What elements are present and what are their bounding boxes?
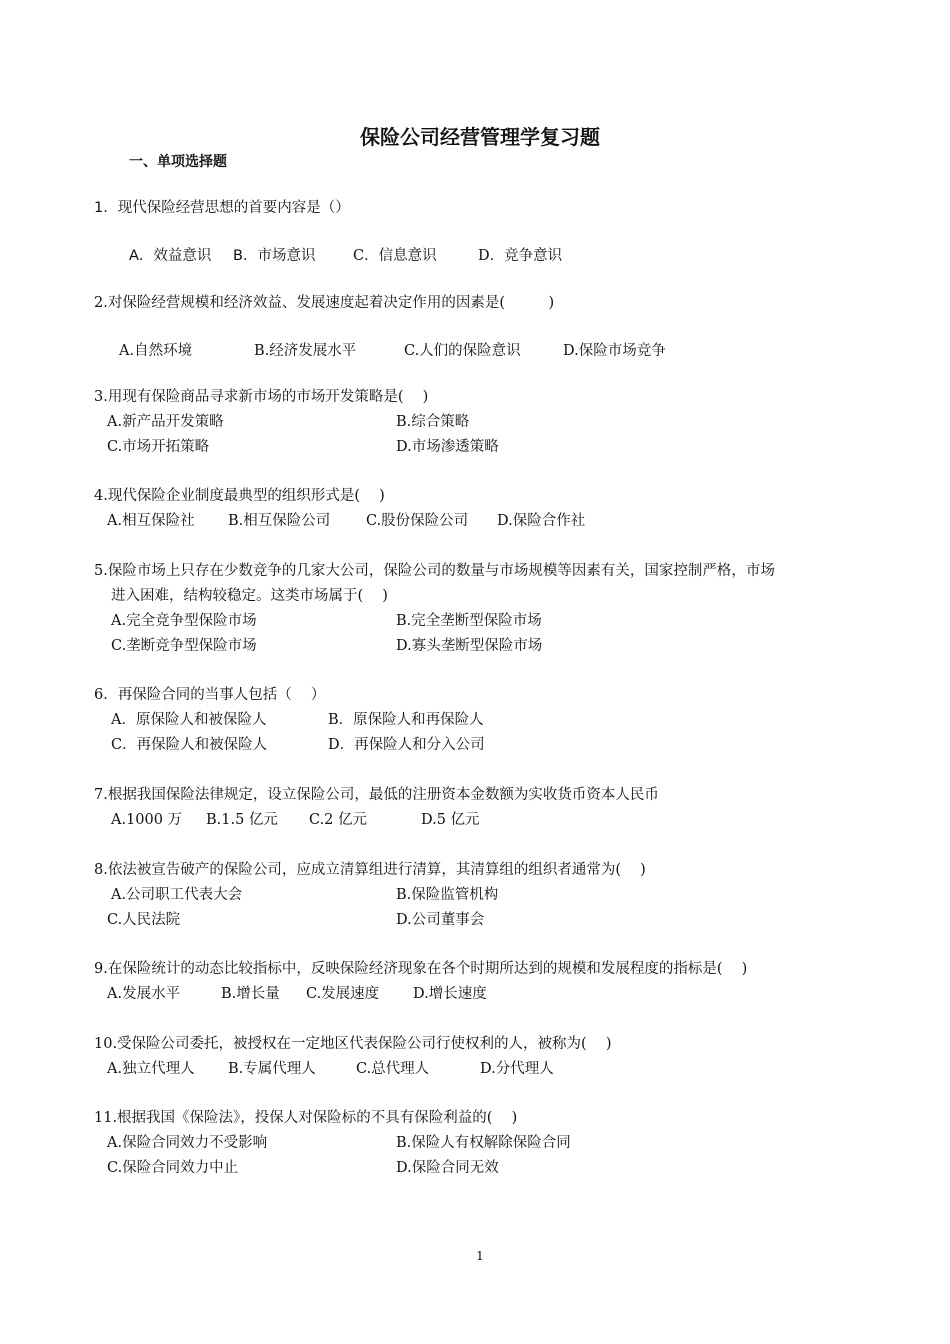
question-6-stem: 6．再保险合同的当事人包括（ ） bbox=[94, 687, 326, 703]
question-3-stem: 3.用现有保险商品寻求新市场的市场开发策略是( ) bbox=[94, 389, 429, 405]
question-6-option-a: A．原保险人和被保险人 bbox=[111, 712, 267, 728]
question-3-option-b: B.综合策略 bbox=[396, 414, 470, 430]
question-11-option-d: D.保险合同无效 bbox=[396, 1160, 499, 1176]
question-3-option-a: A.新产品开发策略 bbox=[107, 414, 224, 430]
question-5-stem-continued: 进入困难，结构较稳定。这类市场属于( ) bbox=[111, 588, 388, 604]
question-4-option-b: B.相互保险公司 bbox=[228, 513, 331, 529]
page-number: 1 bbox=[476, 1249, 484, 1263]
question-4-option-c: C.股份保险公司 bbox=[366, 513, 469, 529]
question-11-option-c: C.保险合同效力中止 bbox=[107, 1160, 239, 1176]
question-5-option-a: A.完全竞争型保险市场 bbox=[111, 613, 257, 629]
question-3-option-d: D.市场渗透策略 bbox=[396, 439, 499, 455]
question-8-stem: 8.依法被宣告破产的保险公司，应成立清算组进行清算，其清算组的组织者通常为( ) bbox=[94, 862, 646, 878]
question-7-option-d: D.5 亿元 bbox=[421, 812, 480, 828]
question-11-option-a: A.保险合同效力不受影响 bbox=[107, 1135, 268, 1151]
question-11-option-b: B.保险人有权解除保险合同 bbox=[396, 1135, 571, 1151]
question-10-option-d: D.分代理人 bbox=[480, 1061, 554, 1077]
question-6-option-b: B．原保险人和再保险人 bbox=[328, 712, 484, 728]
question-1-stem: 1．现代保险经营思想的首要内容是（） bbox=[94, 200, 350, 216]
question-1-option-a: A．效益意识 bbox=[129, 248, 212, 264]
question-9-option-a: A.发展水平 bbox=[107, 986, 181, 1002]
question-9-option-b: B.增长量 bbox=[221, 986, 280, 1002]
question-8-option-b: B.保险监管机构 bbox=[396, 887, 499, 903]
question-4-option-a: A.相互保险社 bbox=[107, 513, 195, 529]
question-2-option-d: D.保险市场竞争 bbox=[563, 343, 666, 359]
question-7-option-b: B.1.5 亿元 bbox=[206, 812, 278, 828]
question-11-stem: 11.根据我国《保险法》，投保人对保险标的不具有保险利益的( ) bbox=[94, 1110, 518, 1126]
question-8-option-d: D.公司董事会 bbox=[396, 912, 485, 928]
question-3-option-c: C.市场开拓策略 bbox=[107, 439, 210, 455]
question-5-stem: 5.保险市场上只存在少数竞争的几家大公司，保险公司的数量与市场规模等因素有关，国家控制严格，市场 bbox=[94, 563, 775, 579]
question-5-option-c: C.垄断竞争型保险市场 bbox=[111, 638, 257, 654]
question-1-option-b: B．市场意识 bbox=[233, 248, 316, 264]
question-10-option-a: A.独立代理人 bbox=[107, 1061, 195, 1077]
section-heading: 一、单项选择题 bbox=[129, 154, 227, 170]
question-6-option-c: C．再保险人和被保险人 bbox=[111, 737, 268, 753]
question-7-stem: 7.根据我国保险法律规定，设立保险公司，最低的注册资本金数额为实收货币资本人民币 bbox=[94, 787, 659, 803]
question-8-option-c: C.人民法院 bbox=[107, 912, 181, 928]
question-10-option-c: C.总代理人 bbox=[356, 1061, 430, 1077]
question-5-option-b: B.完全垄断型保险市场 bbox=[396, 613, 542, 629]
question-2-stem: 2.对保险经营规模和经济效益、发展速度起着决定作用的因素是( ) bbox=[94, 295, 555, 311]
question-9-option-c: C.发展速度 bbox=[306, 986, 380, 1002]
question-2-option-b: B.经济发展水平 bbox=[254, 343, 357, 359]
question-6-option-d: D．再保险人和分入公司 bbox=[328, 737, 485, 753]
question-4-option-d: D.保险合作社 bbox=[497, 513, 586, 529]
question-2-option-a: A.自然环境 bbox=[119, 343, 193, 359]
question-1-option-c: C．信息意识 bbox=[353, 248, 437, 264]
question-9-stem: 9.在保险统计的动态比较指标中，反映保险经济现象在各个时期所达到的规模和发展程度的指标是( ) bbox=[94, 961, 748, 977]
question-4-stem: 4.现代保险企业制度最典型的组织形式是( ) bbox=[94, 488, 385, 504]
document-title: 保险公司经营管理学复习题 bbox=[360, 125, 600, 149]
question-10-option-b: B.专属代理人 bbox=[228, 1061, 316, 1077]
question-7-option-a: A.1000 万 bbox=[111, 812, 183, 828]
question-10-stem: 10.受保险公司委托，被授权在一定地区代表保险公司行使权利的人，被称为( ) bbox=[94, 1036, 612, 1052]
question-8-option-a: A.公司职工代表大会 bbox=[111, 887, 243, 903]
question-5-option-d: D.寡头垄断型保险市场 bbox=[396, 638, 543, 654]
question-1-option-d: D．竞争意识 bbox=[478, 248, 563, 264]
question-2-option-c: C.人们的保险意识 bbox=[404, 343, 521, 359]
question-7-option-c: C.2 亿元 bbox=[309, 812, 368, 828]
question-9-option-d: D.增长速度 bbox=[413, 986, 487, 1002]
